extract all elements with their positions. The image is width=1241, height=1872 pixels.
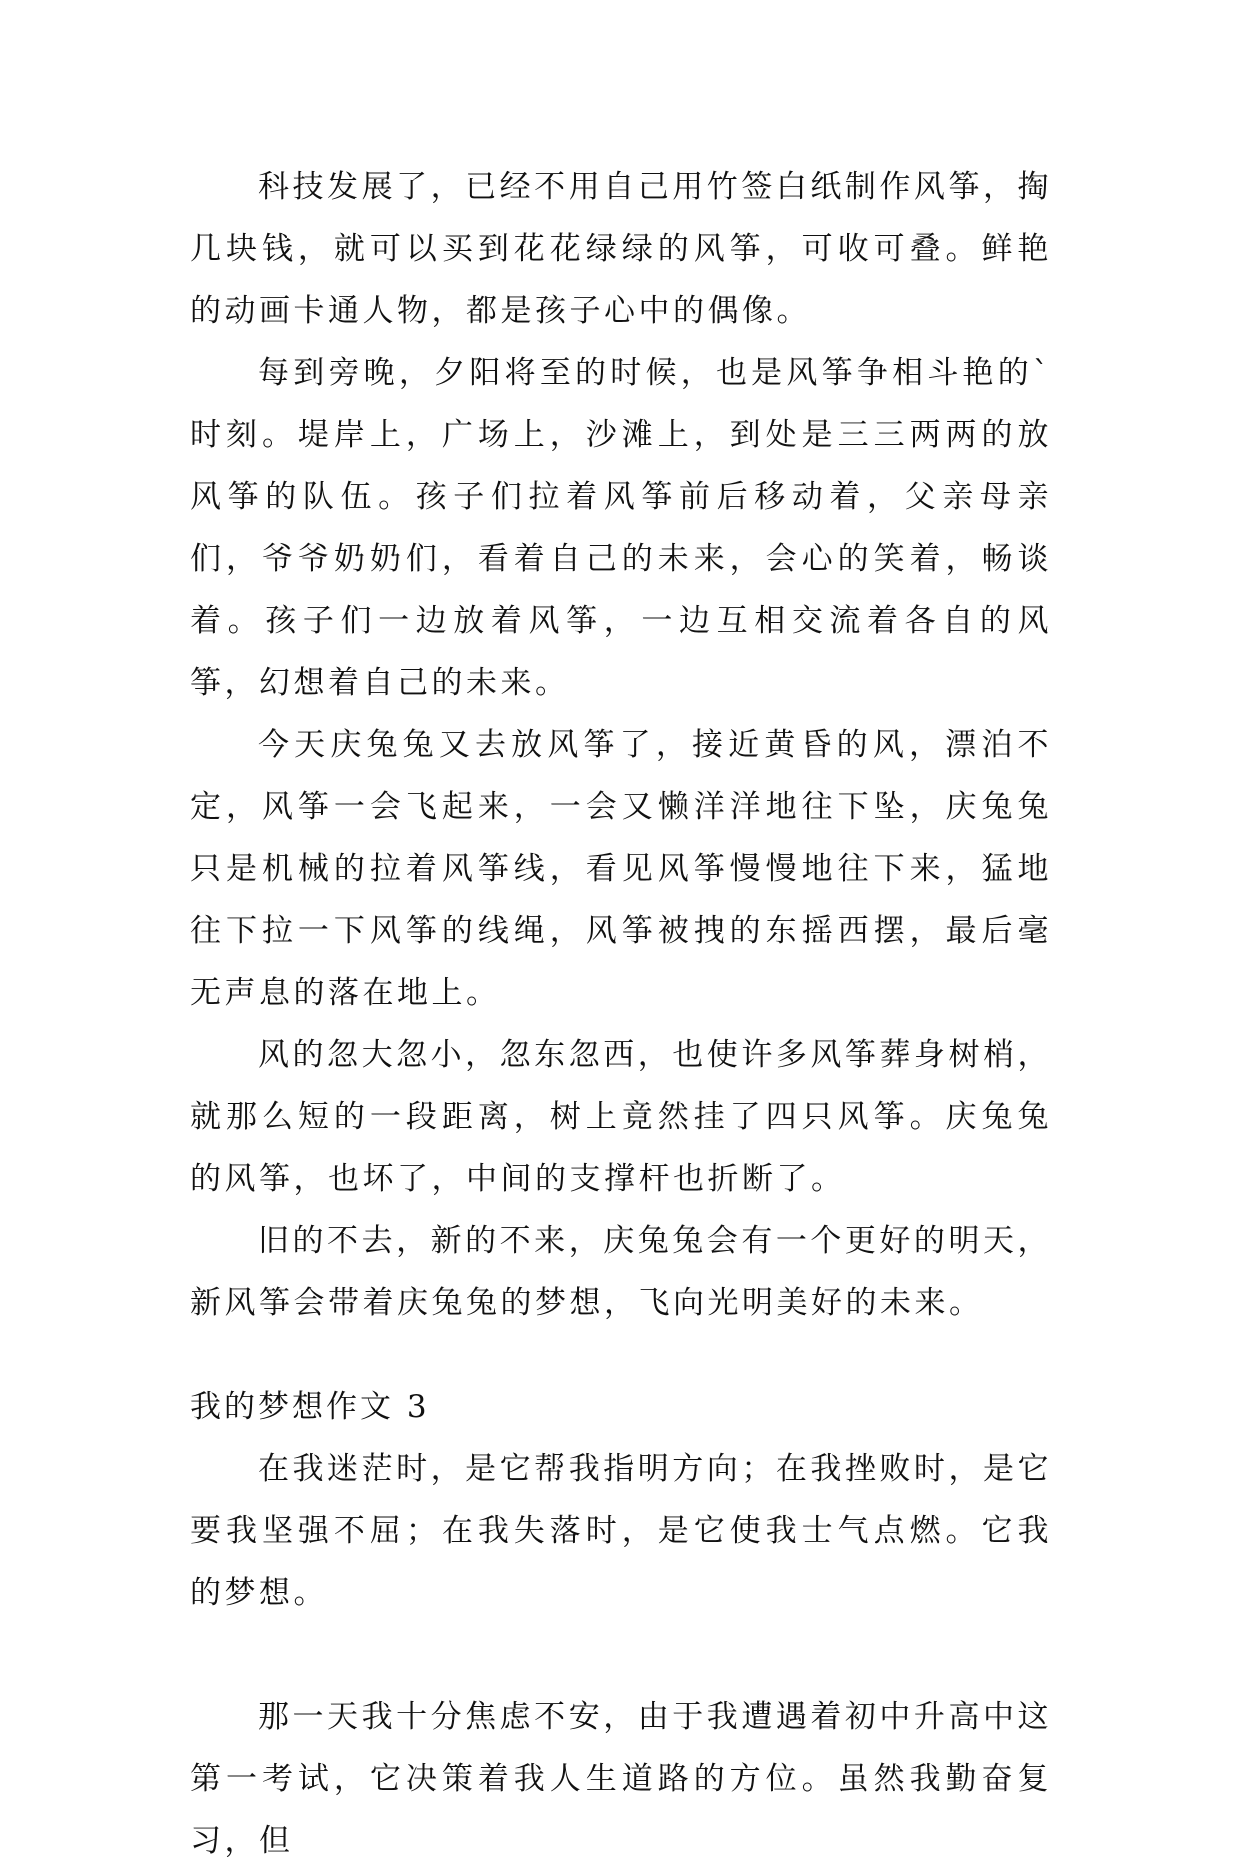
paragraph-flying-kite: 今天庆兔兔又去放风筝了，接近黄昏的风，漂泊不定，风筝一会飞起来，一会又懒洋洋地往下坠，庆兔兔只是机械的拉着风筝线，看见风筝慢慢地往下来，猛地往下拉一下风筝的线绳，风筝被拽的东摇西摆，最后毫无声息的落在地上。: [190, 727, 1052, 1011]
paragraph-kite-technology: 科技发展了，已经不用自己用竹签白纸制作风筝，掏几块钱，就可以买到花花绿绿的风筝，可收可叠。鲜艳的动画卡通人物，都是孩子心中的偶像。: [190, 169, 1052, 329]
blank-line: [190, 1624, 1052, 1686]
paragraph-evening-kites: 每到旁晚，夕阳将至的时候，也是风筝争相斗艳的`时刻。堤岸上，广场上，沙滩上，到处是三三两两的放风筝的队伍。孩子们拉着风筝前后移动着，父亲母亲们，爷爷奶奶们，看着自己的未来，会心的笑着，畅谈着。孩子们一边放着风筝，一边互相交流着各自的风筝，幻想着自己的未来。: [190, 355, 1052, 701]
document-body: [190, 156, 1052, 1872]
paragraph-dream-intro: 在我迷茫时，是它帮我指明方向；在我挫败时，是它要我坚强不屈；在我失落时，是它使我士气点燃。它我的梦想。: [190, 1451, 1052, 1611]
paragraph-exam: 那一天我十分焦虑不安，由于我遭遇着初中升高中这第一考试，它决策着我人生道路的方位。虽然我勤奋复习，但: [190, 1699, 1052, 1859]
section-heading: 我的梦想作文 3: [190, 1389, 430, 1425]
paragraph-new-kite: 旧的不去，新的不来，庆兔兔会有一个更好的明天，新风筝会带着庆兔兔的梦想，飞向光明美好的未来。: [190, 1223, 1052, 1321]
paragraph-wind: 风的忽大忽小，忽东忽西，也使许多风筝葬身树梢，就那么短的一段距离，树上竟然挂了四只风筝。庆兔兔的风筝，也坏了，中间的支撑杆也折断了。: [190, 1037, 1052, 1197]
